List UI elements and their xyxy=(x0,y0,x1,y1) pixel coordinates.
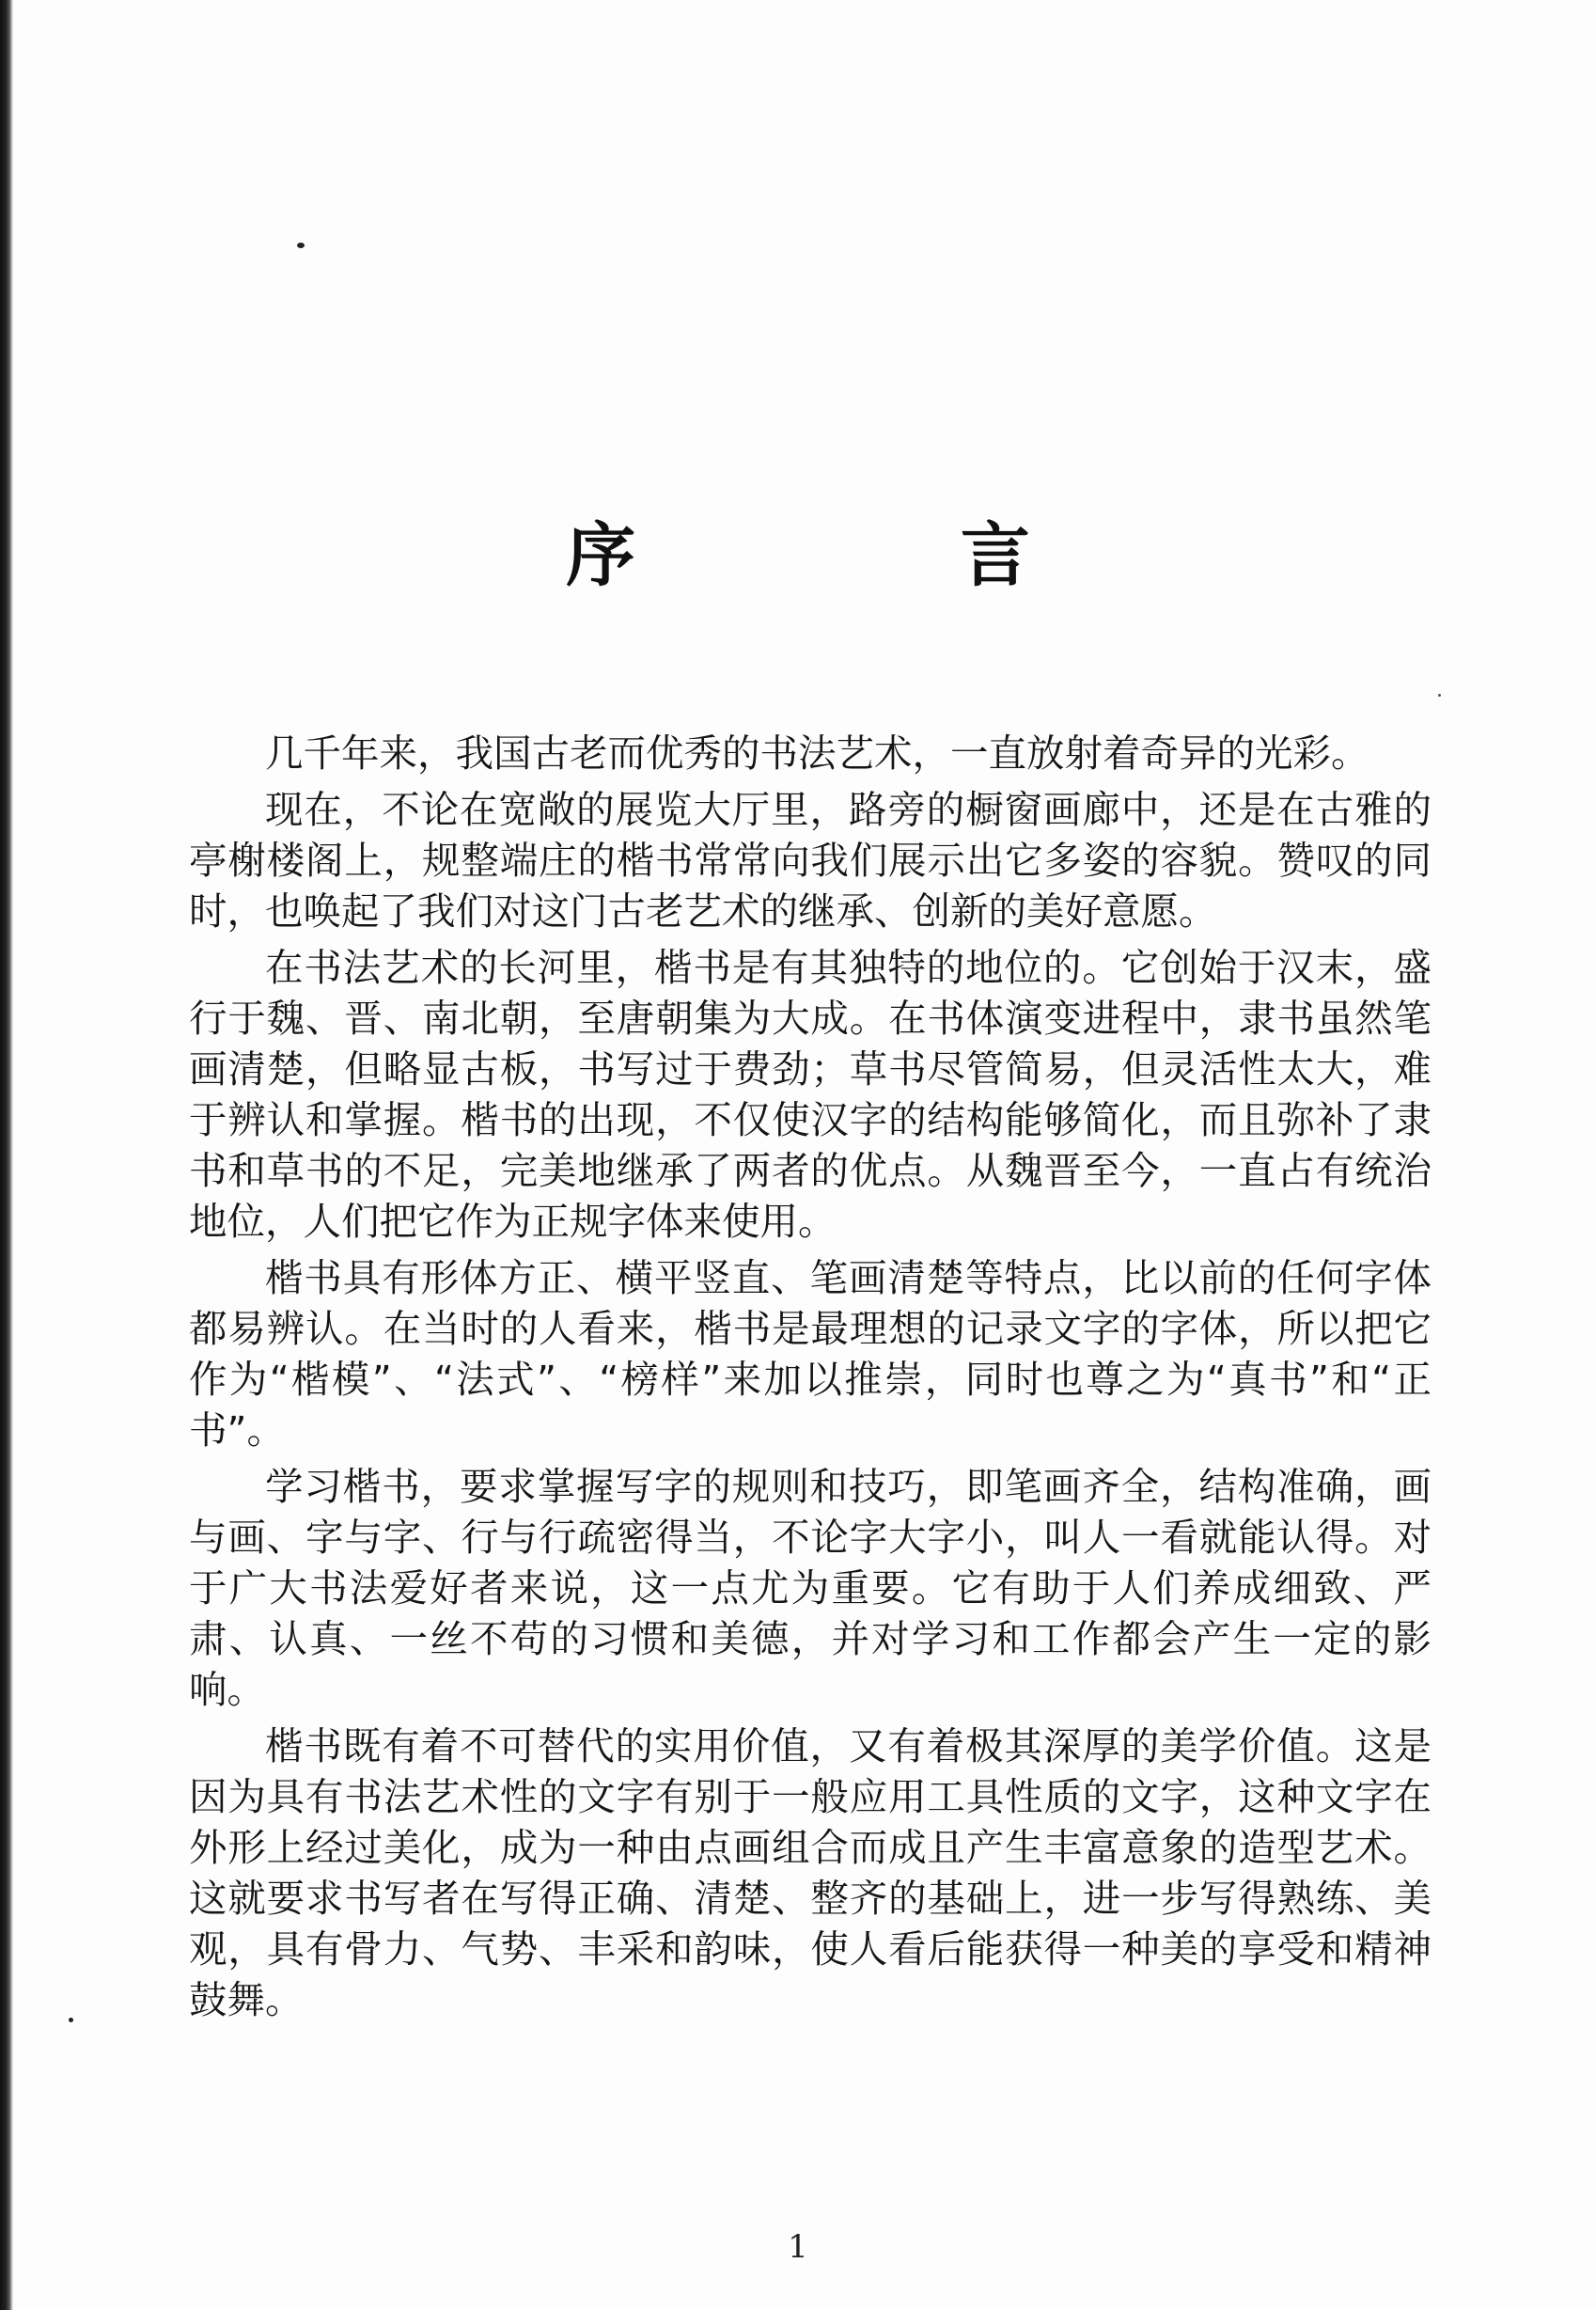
page-title: 序 言 xyxy=(566,514,1181,596)
paragraph: 楷书既有着不可替代的实用价值，又有着极其深厚的美学价值。这是因为具有书法艺术性的文字有别于一般应用工具性质的文字，这种文字在外形上经过美化，成为一种由点画组合而成且产生丰富意象的造型艺术。这就要求书写者在写得正确、清楚、整齐的基础上，进一步写得熟练、美观，具有骨力、气势、丰采和韵味，使人看后能获得一种美的享受和精神鼓舞。 xyxy=(189,1723,1432,2022)
paragraph: 学习楷书，要求掌握写字的规则和技巧，即笔画齐全，结构准确，画与画、字与字、行与行疏密得当，不论字大字小，叫人一看就能认得。对于广大书法爱好者来说，这一点尤为重要。它有助于人们养成细致、严肃、认真、一丝不苟的习惯和美德，并对学习和工作都会产生一定的影响。 xyxy=(189,1464,1432,1712)
paragraph: 现在，不论在宽敞的展览大厅里，路旁的橱窗画廊中，还是在古雅的亭榭楼阁上，规整端庄的楷书常常向我们展示出它多姿的容貌。赞叹的同时，也唤起了我们对这门古老艺术的继承、创新的美好意愿。 xyxy=(189,787,1432,934)
page-number: 1 xyxy=(788,2228,808,2266)
scan-speck xyxy=(1438,694,1441,697)
scan-speck xyxy=(297,243,305,248)
paragraph: 在书法艺术的长河里，楷书是有其独特的地位的。它创始于汉末，盛行于魏、晋、南北朝，至唐朝集为大成。在书体演变进程中，隶书虽然笔画清楚，但略显古板，书写过于费劲；草书尽管简易，但灵活性太大，难于辨认和掌握。楷书的出现，不仅使汉字的结构能够简化，而且弥补了隶书和草书的不足，完美地继承了两者的优点。从魏晋至今，一直占有统治地位，人们把它作为正规字体来使用。 xyxy=(189,945,1432,1244)
scan-speck xyxy=(69,2018,73,2022)
scan-binding-edge xyxy=(0,0,13,2310)
paragraph: 几千年来，我国古老而优秀的书法艺术，一直放射着奇异的光彩。 xyxy=(265,731,1369,776)
preface-body xyxy=(189,728,1432,2025)
paragraph: 楷书具有形体方正、横平竖直、笔画清楚等特点，比以前的任何字体都易辨认。在当时的人看来，楷书是最理想的记录文字的字体，所以把它作为“楷模”、“法式”、“榜样”来加以推崇，同时也尊之为“真书”和“正书”。 xyxy=(189,1255,1432,1453)
